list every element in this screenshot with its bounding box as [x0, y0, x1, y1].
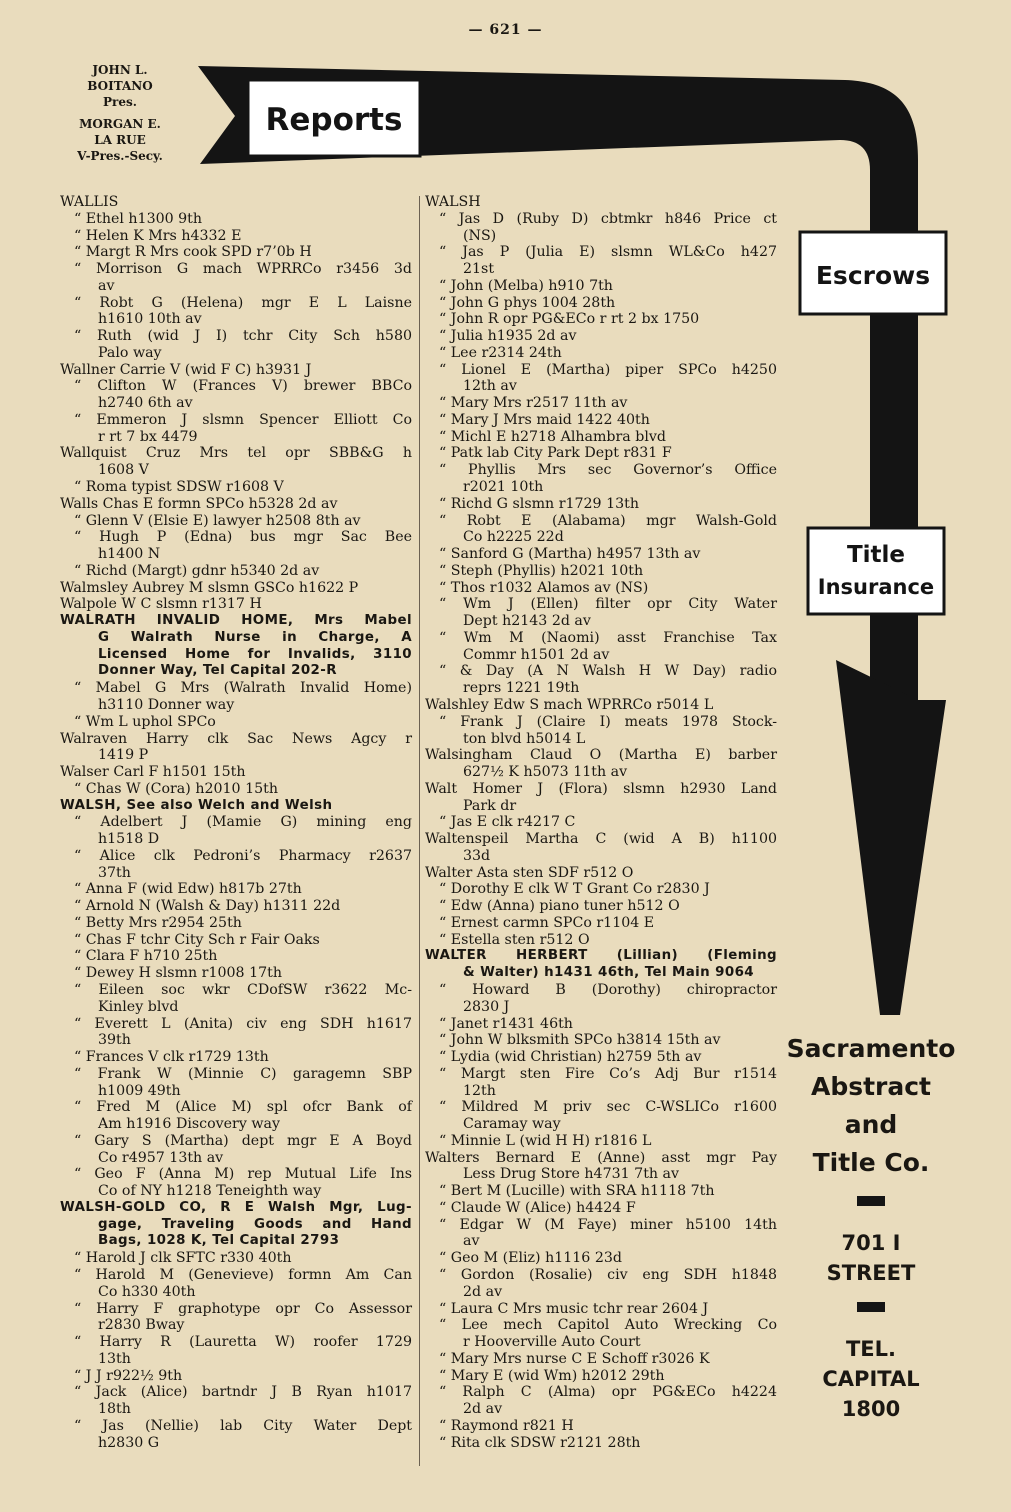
directory-entry-line: gage, Traveling Goods and Hand [98, 1216, 412, 1232]
escrows-label: Escrows [815, 261, 931, 290]
company-name: Abstract [810, 1072, 932, 1101]
page-number: — 621 — [468, 22, 543, 38]
directory-entry-line: “ Patk lab City Park Dept r831 F [439, 445, 672, 462]
directory-entry-line: “ John R opr PG&ECo r rt 2 bx 1750 [439, 311, 700, 328]
directory-entry-line: 13th [98, 1350, 131, 1367]
directory-entry-line: “ Helen K Mrs h4332 E [74, 227, 242, 244]
directory-entry-line: Co of NY h1218 Teneighth way [98, 1183, 322, 1200]
directory-entry-line: “ Mary E (wid Wm) h2012 29th [439, 1367, 665, 1384]
directory-entry-line: “ Ethel h1300 9th [74, 210, 203, 227]
directory-entry-line: “ Jas (Nellie) lab City Water Dept [74, 1417, 412, 1434]
directory-entry-line: “ Margt R Mrs cook SPD r7’0b H [74, 244, 312, 261]
directory-entry-line: h3110 Donner way [98, 696, 235, 713]
directory-entry-line: “ Wm M (Naomi) asst Franchise Tax [439, 629, 777, 646]
directory-entry-line: “ Margt sten Fire Co’s Adj Bur r1514 [439, 1065, 777, 1082]
vp-title: V-Pres.-Secy. [77, 149, 163, 163]
directory-entry-line: G Walrath Nurse in Charge, A [98, 629, 412, 645]
directory-entry-line: “ Richd (Margt) gdnr h5340 2d av [74, 562, 320, 579]
directory-entry-line: “ Jack (Alice) bartndr J B Ryan h1017 [74, 1384, 412, 1401]
directory-entry-line: “ Harold M (Genevieve) formn Am Can [74, 1267, 412, 1283]
directory-entry-line: Walraven Harry clk Sac News Agcy r [60, 730, 412, 747]
directory-entry-line: 2d av [463, 1401, 503, 1418]
directory-entry-line: (NS) [463, 227, 497, 244]
directory-entry-line: “ Bert M (Lucille) with SRA h1118 7th [439, 1183, 715, 1200]
directory-entry-line: “ Sanford G (Martha) h4957 13th av [439, 546, 701, 563]
directory-entry-line: “ Edw (Anna) piano tuner h512 O [439, 898, 680, 915]
directory-entry-line: “ Chas F tchr City Sch r Fair Oaks [74, 931, 320, 948]
directory-entry-line: r Hooverville Auto Court [463, 1334, 641, 1351]
directory-entry-line: WALSH, See also Welch and Welsh [60, 797, 333, 813]
directory-entry-line: Bags, 1028 K, Tel Capital 2793 [98, 1233, 340, 1249]
directory-entry-line: “ Frank J (Claire I) meats 1978 Stock- [439, 713, 777, 730]
directory-entry-line: “ Frank W (Minnie C) garagemn SBP [74, 1065, 412, 1082]
directory-entry-line: av [98, 277, 115, 294]
directory-entry-line: “ Everett L (Anita) civ eng SDH h1617 [74, 1015, 412, 1032]
directory-entry-line: “ Anna F (wid Edw) h817b 27th [74, 881, 302, 898]
directory-entry-line: “ Lionel E (Martha) piper SPCo h4250 [439, 361, 777, 378]
directory-entry-line: “ Gary S (Martha) dept mgr E A Boyd [74, 1132, 412, 1149]
directory-entry-line: 1608 V [98, 462, 149, 479]
directory-entry-line: “ Mary Mrs r2517 11th av [439, 395, 628, 412]
directory-entry-line: Co h2225 22d [463, 529, 564, 546]
directory-entry-line: Kinley blvd [98, 998, 179, 1015]
president-title: Pres. [103, 95, 137, 109]
directory-entry-line: “ Jas P (Julia E) slsmn WL&Co h427 [439, 244, 777, 261]
directory-entry-line: Am h1916 Discovery way [98, 1116, 280, 1133]
directory-entry-line: “ Adelbert J (Mamie G) mining eng [74, 814, 412, 831]
directory-entry-line: “ Clara F h710 25th [74, 948, 218, 965]
directory-entry-line: “ Arnold N (Walsh & Day) h1311 22d [74, 898, 341, 915]
directory-entry-line: r2830 Bway [98, 1317, 185, 1334]
directory-entry-line: Walter Asta sten SDF r512 O [425, 864, 634, 881]
directory-entry-line: “ Thos r1032 Alamos av (NS) [439, 579, 649, 596]
directory-entry-line: “ Geo F (Anna M) rep Mutual Life Ins [74, 1166, 412, 1183]
directory-entry-line: & Walter) h1431 46th, Tel Main 9064 [463, 965, 755, 981]
directory-entry-line: “ Howard B (Dorothy) chiropractor [439, 981, 777, 998]
company-advert [786, 1030, 956, 1424]
directory-entry-line: Walls Chas E formn SPCo h5328 2d av [60, 495, 338, 512]
company-phone: 1800 [841, 1397, 901, 1421]
directory-entry-line: 2d av [463, 1283, 503, 1300]
directory-entry-line: “ Gordon (Rosalie) civ eng SDH h1848 [439, 1267, 777, 1283]
directory-entry-line: Walmsley Aubrey M slsmn GSCo h1622 P [60, 579, 359, 596]
directory-entry-line: 12th [463, 1082, 496, 1099]
directory-entry-line: r rt 7 bx 4479 [98, 428, 198, 445]
directory-entry-line: “ Roma typist SDSW r1608 V [74, 479, 284, 496]
company-name: Sacramento [786, 1034, 956, 1063]
directory-entry-line: “ Geo M (Eliz) h1116 23d [439, 1250, 622, 1267]
company-address: 701 I [841, 1231, 901, 1255]
directory-entry-line: “ Frances V clk r1729 13th [74, 1049, 269, 1066]
directory-entry-line: “ Chas W (Cora) h2010 15th [74, 780, 278, 797]
directory-entry-line: “ Ruth (wid J I) tchr City Sch h580 [74, 328, 412, 345]
title-label: Title [846, 542, 906, 568]
directory-column-right [425, 194, 777, 1451]
directory-entry-line: Co r4957 13th av [98, 1149, 224, 1166]
directory-entry-line: 1419 P [98, 747, 149, 764]
company-address: STREET [826, 1261, 916, 1285]
directory-entry-line: 33d [463, 847, 491, 864]
directory-entry-line: “ Richd G slsmn r1729 13th [439, 495, 639, 512]
directory-entry-line: Co h330 40th [98, 1283, 196, 1300]
directory-entry-line: 21st [463, 261, 495, 278]
directory-entry-line: Walsingham Claud O (Martha E) barber [425, 747, 777, 764]
separator-bar [857, 1302, 885, 1312]
directory-entry-line: “ Harry F graphotype opr Co Assessor [74, 1300, 412, 1317]
directory-entry-line: 2830 J [463, 998, 510, 1015]
directory-entry-line: WALRATH INVALID HOME, Mrs Mabel [60, 613, 412, 629]
vp-name: MORGAN E. [79, 117, 161, 131]
directory-entry-line: “ Eileen soc wkr CDofSW r3622 Mc- [74, 981, 412, 998]
directory-entry-line: “ Robt G (Helena) mgr E L Laisne [74, 294, 412, 311]
directory-entry-line: Park dr [463, 797, 517, 814]
directory-entry-line: “ Raymond r821 H [439, 1417, 574, 1434]
directory-entry-line: av [463, 1233, 480, 1250]
directory-entry-line: “ Dewey H slsmn r1008 17th [74, 965, 282, 982]
directory-entry-line: Donner Way, Tel Capital 202-R [98, 663, 337, 679]
directory-entry-line: “ Edgar W (M Faye) miner h5100 14th [439, 1216, 777, 1233]
directory-entry-line: Caramay way [463, 1116, 561, 1133]
directory-entry-line: WALSH [425, 194, 481, 210]
directory-entry-line: h2740 6th av [98, 395, 193, 412]
vp-name: LA RUE [94, 133, 146, 147]
separator-bar [857, 1196, 885, 1206]
directory-entry-line: “ Clifton W (Frances V) brewer BBCo [74, 378, 412, 395]
directory-entry-line: Walters Bernard E (Anne) asst mgr Pay [425, 1149, 777, 1166]
company-name: Title Co. [812, 1148, 930, 1177]
directory-entry-line: “ Betty Mrs r2954 25th [74, 914, 242, 931]
directory-entry-line: Walser Carl F h1501 15th [60, 764, 246, 781]
directory-entry-line: “ Ralph C (Alma) opr PG&ECo h4224 [439, 1384, 777, 1401]
directory-entry-line: “ Lee mech Capitol Auto Wrecking Co [439, 1317, 777, 1334]
directory-entry-line: h1009 49th [98, 1082, 181, 1099]
directory-entry-line: “ Mildred M priv sec C-WSLICo r1600 [439, 1099, 777, 1116]
directory-entry-line: Commr h1501 2d av [463, 646, 610, 663]
company-phone: CAPITAL [822, 1367, 920, 1391]
directory-entry-line: WALTER HERBERT (Lillian) (Fleming [425, 948, 777, 964]
directory-entry-line: “ Estella sten r512 O [439, 931, 590, 948]
directory-entry-line: “ Laura C Mrs music tchr rear 2604 J [439, 1300, 709, 1317]
directory-entry-line: “ J J r922½ 9th [74, 1367, 183, 1384]
directory-entry-line: “ Harold J clk SFTC r330 40th [74, 1250, 292, 1267]
directory-entry-line: h1610 10th av [98, 311, 202, 328]
directory-entry-line: “ John G phys 1004 28th [439, 294, 616, 311]
directory-entry-line: reprs 1221 19th [463, 680, 580, 697]
directory-entry-line: h2830 G [98, 1434, 160, 1451]
directory-entry-line: “ Harry R (Lauretta W) roofer 1729 [74, 1334, 412, 1351]
directory-entry-line: “ Minnie L (wid H H) r1816 L [439, 1132, 652, 1149]
directory-entry-line: “ John (Melba) h910 7th [439, 277, 613, 294]
directory-entry-line: Palo way [98, 344, 162, 361]
insurance-label: Insurance [817, 575, 935, 599]
directory-entry-line: ton blvd h5014 L [463, 730, 586, 747]
directory-entry-line: 37th [98, 864, 131, 881]
directory-entry-line: “ Robt E (Alabama) mgr Walsh-Gold [439, 512, 777, 529]
directory-entry-line: “ Jas D (Ruby D) cbtmkr h846 Price ct [439, 210, 777, 227]
directory-entry-line: “ Julia h1935 2d av [439, 328, 577, 345]
directory-entry-line: “ Ernest carmn SPCo r1104 E [439, 914, 655, 931]
directory-entry-line: 39th [98, 1032, 131, 1049]
directory-entry-line: Wallquist Cruz Mrs tel opr SBB&G h [60, 445, 412, 462]
reports-label: Reports [265, 102, 403, 138]
directory-entry-line: WALLIS [60, 194, 119, 210]
directory-entry-line: “ & Day (A N Walsh H W Day) radio [439, 663, 777, 680]
directory-entry-line: “ Glenn V (Elsie E) lawyer h2508 8th av [74, 512, 361, 529]
directory-entry-line: h1518 D [98, 831, 160, 848]
directory-entry-line: “ Morrison G mach WPRRCo r3456 3d [74, 261, 412, 278]
president-name: BOITANO [87, 79, 153, 93]
directory-entry-line: Walpole W C slsmn r1317 H [60, 596, 262, 613]
directory-entry-line: WALSH-GOLD CO, R E Walsh Mgr, Lug- [60, 1199, 412, 1215]
directory-entry-line: Waltenspeil Martha C (wid A B) h1100 [425, 831, 777, 848]
directory-entry-line: Less Drug Store h4731 7th av [463, 1166, 680, 1183]
directory-entry-line: “ Wm J (Ellen) filter opr City Water [439, 596, 777, 613]
company-name: and [844, 1110, 898, 1139]
company-phone: TEL. [845, 1337, 897, 1361]
directory-entry-line: r2021 10th [463, 479, 544, 496]
directory-entry-line: “ Alice clk Pedroni’s Pharmacy r2637 [74, 847, 412, 864]
directory-entry-line: “ Michl E h2718 Alhambra blvd [439, 428, 666, 445]
directory-entry-line: “ Phyllis Mrs sec Governor’s Office [439, 462, 777, 479]
directory-entry-line: “ Dorothy E clk W T Grant Co r2830 J [439, 881, 710, 898]
directory-entry-line: “ Mary J Mrs maid 1422 40th [439, 411, 650, 428]
directory-entry-line: Dept h2143 2d av [463, 613, 591, 630]
directory-entry-line: 627½ K h5073 11th av [463, 764, 628, 781]
directory-entry-line: “ Wm L uphol SPCo [74, 713, 216, 730]
directory-entry-line: Walt Homer J (Flora) slsmn h2930 Land [425, 780, 777, 797]
directory-entry-line: “ Claude W (Alice) h4424 F [439, 1199, 636, 1216]
directory-entry-line: h1400 N [98, 546, 161, 563]
directory-entry-line: “ Rita clk SDSW r2121 28th [439, 1434, 641, 1451]
directory-entry-line: “ Mabel G Mrs (Walrath Invalid Home) [74, 680, 412, 697]
directory-entry-line: 18th [98, 1401, 131, 1418]
directory-entry-line: “ John W blksmith SPCo h3814 15th av [439, 1032, 721, 1049]
directory-entry-line: “ Lydia (wid Christian) h2759 5th av [439, 1049, 702, 1066]
directory-entry-line: “ Lee r2314 24th [439, 344, 562, 361]
directory-entry-line: Walshley Edw S mach WPRRCo r5014 L [425, 696, 714, 713]
directory-entry-line: 12th av [463, 378, 517, 395]
directory-entry-line: “ Mary Mrs nurse C E Schoff r3026 K [439, 1350, 710, 1367]
column-divider [419, 196, 420, 1466]
directory-entry-line: “ Steph (Phyllis) h2021 10th [439, 562, 644, 579]
directory-column-left [60, 194, 412, 1451]
directory-entry-line: Licensed Home for Invalids, 3110 [98, 646, 412, 662]
directory-entry-line: “ Emmeron J slsmn Spencer Elliott Co [74, 411, 412, 428]
president-name: JOHN L. [92, 63, 148, 77]
directory-entry-line: “ Hugh P (Edna) bus mgr Sac Bee [74, 529, 412, 546]
directory-entry-line: “ Janet r1431 46th [439, 1015, 573, 1032]
directory-entry-line: “ Fred M (Alice M) spl ofcr Bank of [74, 1099, 412, 1116]
directory-entry-line: “ Jas E clk r4217 C [439, 814, 576, 831]
directory-entry-line: Wallner Carrie V (wid F C) h3931 J [60, 361, 312, 378]
